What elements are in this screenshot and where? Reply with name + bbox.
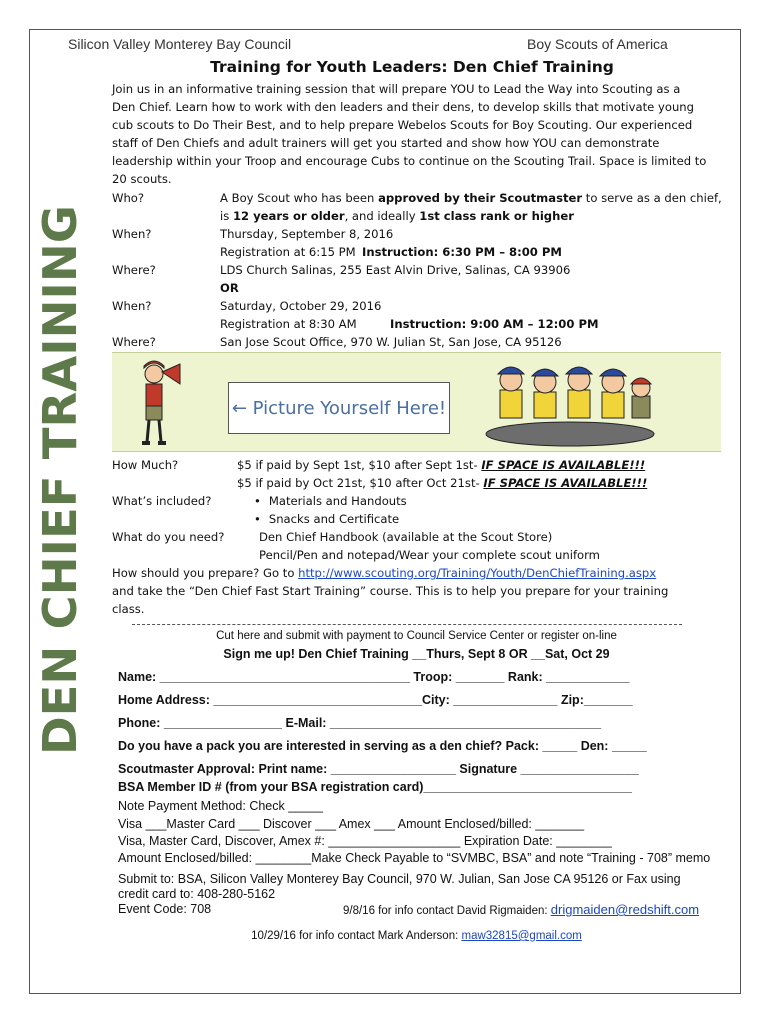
intro-line: staff of Den Chiefs and adult trainers will get you started and show how YOU can demonstrate (112, 136, 660, 150)
picture-yourself-box: ← Picture Yourself Here! (228, 382, 450, 434)
who-line-2: is 12 years or older, and ideally 1st class rank or higher (220, 209, 574, 223)
intro-paragraph (112, 80, 716, 188)
event-code: Event Code: 708 (118, 902, 212, 916)
intro-line: Join us in an informative training session that will prepare YOU to Lead the Way into Scouting as a (112, 82, 681, 96)
session2-registration: Registration at 8:30 AM (220, 317, 357, 331)
contact-2: 10/29/16 for info contact Mark Anderson: maw32815@gmail.com (251, 930, 582, 942)
who-label: Who? (112, 191, 145, 205)
included-item: • Materials and Handouts (254, 492, 407, 510)
prepare-line-3: class. (112, 602, 145, 616)
session2-when-label: When? (112, 299, 152, 313)
name-field[interactable]: Name: ____________________________________ Troop: _______ Rank: ____________ (118, 670, 630, 684)
card-number-field[interactable]: Visa, Master Card, Discover, Amex #: ___________________ Expiration Date: ________ (118, 834, 612, 848)
intro-line: leadership within your Troop and encourage Cubs to continue on the Scouting Trail. Space is limited to (112, 154, 707, 168)
scoutmaster-approval-field[interactable]: Scoutmaster Approval: Print name: __________________ Signature _________________ (118, 762, 639, 776)
session1-instruction: Instruction: 6:30 PM – 8:00 PM (362, 245, 562, 259)
session-or: OR (220, 281, 239, 295)
need-line-1: Den Chief Handbook (available at the Scout Store) (259, 530, 553, 544)
included-label: What’s included? (112, 494, 212, 508)
address-field[interactable]: Home Address: ______________________________City: _______________ Zip:_______ (118, 693, 633, 707)
cut-instructions: Cut here and submit with payment to Council Service Center or register on-line (216, 630, 617, 642)
amount-field[interactable]: Amount Enclosed/billed: ________Make Check Payable to “SVMBC, BSA” and note “Training - 708” memo (118, 851, 711, 865)
intro-line: Den Chief. Learn how to work with den leaders and their dens, to develop skills that motivate young (112, 100, 694, 114)
cost-label: How Much? (112, 458, 179, 472)
session2-where-label: Where? (112, 335, 156, 349)
who-line-1: A Boy Scout who has been approved by their Scoutmaster to serve as a den chief, (220, 191, 722, 205)
intro-line: 20 scouts. (112, 172, 172, 186)
submit-line-1: Submit to: BSA, Silicon Valley Monterey Bay Council, 970 W. Julian, San Jose CA 95126 or Fax using (118, 872, 681, 886)
cut-line (132, 624, 682, 625)
intro-line: cub scouts to Do Their Best, and to help prepare Webelos Scouts for Boy Scouting. Our experienced (112, 118, 693, 132)
training-link[interactable]: http://www.scouting.org/Training/Youth/DenChiefTraining.aspx (298, 566, 657, 580)
contact-1-email[interactable]: drigmaiden@redshift.com (550, 902, 700, 917)
payment-method-field[interactable]: Note Payment Method: Check _____ (118, 799, 323, 813)
session1-where-label: Where? (112, 263, 156, 277)
sidebar-title (32, 200, 96, 760)
contact-1: 9/8/16 for info contact David Rigmaiden: drigmaiden@redshift.com (343, 902, 700, 917)
scouts-group-illustration (482, 356, 658, 450)
card-type-field[interactable]: Visa ___Master Card ___ Discover ___ Amex ___ Amount Enclosed/billed: _______ (118, 817, 585, 831)
cost-line-1: $5 if paid by Sept 1st, $10 after Sept 1st- IF SPACE IS AVAILABLE!!! (237, 458, 646, 472)
cost-line-2: $5 if paid by Oct 21st, $10 after Oct 21st- IF SPACE IS AVAILABLE!!! (237, 476, 648, 490)
session1-when-label: When? (112, 227, 152, 241)
member-id-field[interactable]: BSA Member ID # (from your BSA registration card)______________________________ (118, 780, 632, 794)
prepare-line-2: and take the “Den Chief Fast Start Training” course. This is to help you prepare for your training (112, 584, 669, 598)
prepare-line-1: How should you prepare? Go to http://www.scouting.org/Training/Youth/DenChiefTraining.aspx (112, 566, 657, 580)
submit-line-2: credit card to: 408-280-5162 (118, 887, 276, 901)
scout-megaphone-illustration (132, 358, 184, 448)
session1-registration: Registration at 6:15 PM (220, 245, 356, 259)
session1-date: Thursday, September 8, 2016 (220, 227, 394, 241)
phone-email-field[interactable]: Phone: _________________ E-Mail: _______________________________________ (118, 716, 602, 730)
contact-2-email[interactable]: maw32815@gmail.com (461, 930, 582, 942)
council-name: Silicon Valley Monterey Bay Council (68, 36, 292, 52)
need-line-2: Pencil/Pen and notepad/Wear your complete scout uniform (259, 548, 600, 562)
signup-line: Sign me up! Den Chief Training __Thurs, Sept 8 OR __Sat, Oct 29 (223, 647, 610, 661)
included-item: • Snacks and Certificate (254, 510, 399, 528)
need-label: What do you need? (112, 530, 225, 544)
page-title: Training for Youth Leaders: Den Chief Training (210, 58, 614, 76)
organization-name: Boy Scouts of America (527, 36, 668, 52)
sidebar-title-text: DEN CHIEF TRAINING (33, 211, 87, 755)
session2-location: San Jose Scout Office, 970 W. Julian St, San Jose, CA 95126 (220, 335, 562, 349)
session2-instruction: Instruction: 9:00 AM – 12:00 PM (390, 317, 599, 331)
session1-location: LDS Church Salinas, 255 East Alvin Drive, Salinas, CA 93906 (220, 263, 571, 277)
pack-question-field[interactable]: Do you have a pack you are interested in serving as a den chief? Pack: _____ Den: _____ (118, 739, 647, 753)
session2-date: Saturday, October 29, 2016 (220, 299, 382, 313)
